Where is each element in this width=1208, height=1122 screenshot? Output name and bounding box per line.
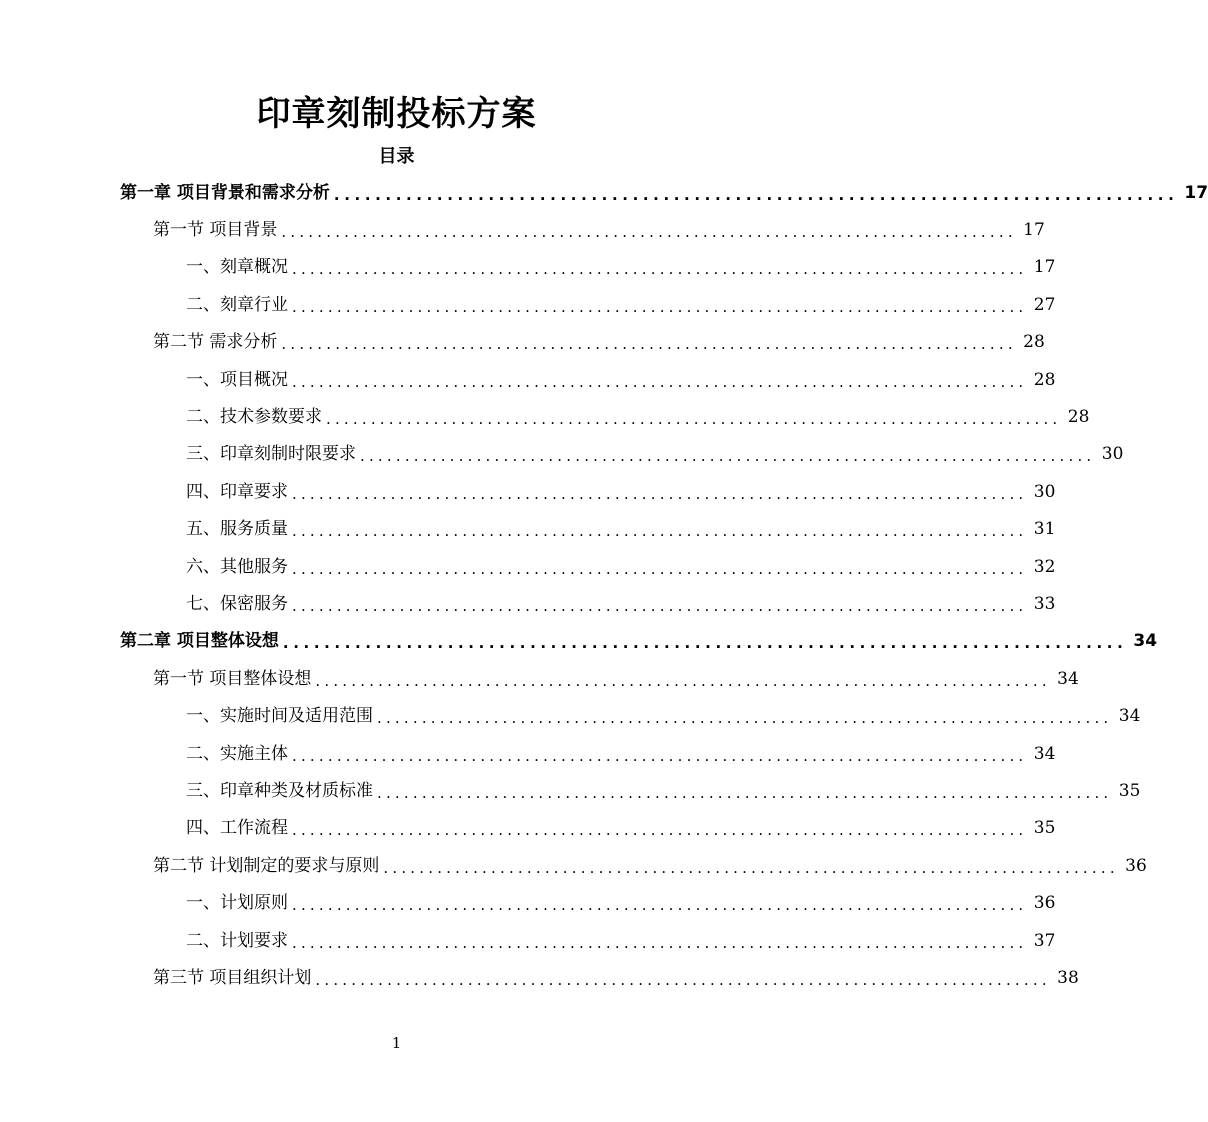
toc-entry-page: 17 xyxy=(1023,220,1045,241)
toc-dot-leader: .................................................................................. xyxy=(292,260,1028,279)
toc-entry-title: 五、服务质量 xyxy=(186,519,288,540)
toc-dot-leader: .................................................................................. xyxy=(326,410,1062,429)
toc-entry-title: 三、印章刻制时限要求 xyxy=(186,444,356,465)
toc-entry-title: 第二节 计划制定的要求与原则 xyxy=(153,855,380,876)
toc-dot-leader: .................................................................................. xyxy=(377,709,1113,728)
toc-entry-page: 32 xyxy=(1033,556,1056,577)
toc-subsection-entry[interactable] xyxy=(0,361,1056,398)
toc-chapter-entry[interactable] xyxy=(0,174,1208,211)
toc-entry-page: 30 xyxy=(1033,481,1056,502)
toc-dot-leader: .................................................................................. xyxy=(292,896,1028,915)
toc-subsection-entry[interactable] xyxy=(0,398,1090,435)
toc-entry-page: 35 xyxy=(1118,780,1141,801)
toc-dot-leader: .................................................................................. xyxy=(292,297,1028,316)
toc-subsection-entry[interactable] xyxy=(0,436,1124,473)
toc-entry-title: 二、实施主体 xyxy=(186,743,288,764)
toc-subsection-entry[interactable] xyxy=(0,735,1056,772)
toc-subsection-entry[interactable] xyxy=(0,810,1056,847)
toc-subsection-entry[interactable] xyxy=(0,884,1056,921)
toc-entry-title: 二、计划要求 xyxy=(186,930,288,951)
toc-entry-title: 一、刻章概况 xyxy=(186,257,288,278)
toc-dot-leader: .................................................................................. xyxy=(360,447,1096,466)
toc-entry-title: 第二章 项目整体设想 xyxy=(120,631,279,652)
toc-dot-leader: .................................................................................. xyxy=(292,522,1028,541)
toc-entry-title: 一、项目概况 xyxy=(186,369,288,390)
toc-entry-title: 四、印章要求 xyxy=(186,481,288,502)
toc-dot-leader: .................................................................................. xyxy=(292,484,1028,503)
toc-dot-leader: .................................................................................. xyxy=(292,746,1028,765)
toc-subsection-entry[interactable] xyxy=(0,548,1056,585)
toc-subsection-entry[interactable] xyxy=(0,511,1056,548)
toc-entry-page: 38 xyxy=(1057,967,1079,988)
toc-heading: 目录 xyxy=(378,146,415,167)
toc-dot-leader: .................................................................................. xyxy=(292,933,1028,952)
toc-entry-page: 37 xyxy=(1033,930,1056,951)
toc-entry-page: 34 xyxy=(1057,668,1079,689)
toc-entry-title: 第一章 项目背景和需求分析 xyxy=(120,182,330,203)
toc-entry-title: 二、技术参数要求 xyxy=(186,407,322,428)
toc-section-entry[interactable] xyxy=(0,660,1079,697)
toc-entry-title: 第二节 需求分析 xyxy=(153,332,278,353)
document-title: 印章刻制投标方案 xyxy=(256,94,537,134)
toc-entry-page: 17 xyxy=(1184,182,1208,203)
toc-dot-leader: .................................................................................. xyxy=(315,671,1051,690)
toc-entry-title: 一、计划原则 xyxy=(186,893,288,914)
toc-entry-page: 28 xyxy=(1067,407,1090,428)
toc-entry-title: 第三节 项目组织计划 xyxy=(153,967,312,988)
toc-dot-leader: .................................................................................. xyxy=(333,185,1179,204)
toc-section-entry[interactable] xyxy=(0,959,1079,996)
toc-section-entry[interactable] xyxy=(0,324,1045,361)
toc-entry-title: 七、保密服务 xyxy=(186,593,288,614)
toc-dot-leader: .................................................................................. xyxy=(383,858,1119,877)
toc-entry-page: 36 xyxy=(1033,893,1056,914)
toc-entry-page: 28 xyxy=(1023,332,1045,353)
toc-dot-leader: .................................................................................. xyxy=(282,634,1128,653)
toc-subsection-entry[interactable] xyxy=(0,286,1056,323)
toc-subsection-entry[interactable] xyxy=(0,922,1056,959)
toc-section-entry[interactable] xyxy=(0,211,1045,248)
toc-dot-leader: .................................................................................. xyxy=(292,559,1028,578)
toc-dot-leader: .................................................................................. xyxy=(281,335,1017,354)
toc-subsection-entry[interactable] xyxy=(0,249,1056,286)
toc-subsection-entry[interactable] xyxy=(0,585,1056,622)
toc-dot-leader: .................................................................................. xyxy=(281,223,1017,242)
toc-entry-page: 17 xyxy=(1033,257,1056,278)
toc-dot-leader: .................................................................................. xyxy=(315,970,1051,989)
toc-dot-leader: .................................................................................. xyxy=(292,596,1028,615)
toc-entry-title: 六、其他服务 xyxy=(186,556,288,577)
toc-entry-page: 35 xyxy=(1033,818,1056,839)
toc-entry-title: 第一节 项目背景 xyxy=(153,220,278,241)
toc-entry-title: 四、工作流程 xyxy=(186,818,288,839)
toc-entry-title: 二、刻章行业 xyxy=(186,294,288,315)
toc-subsection-entry[interactable] xyxy=(0,697,1141,734)
toc-entry-page: 34 xyxy=(1133,631,1158,652)
toc-section-entry[interactable] xyxy=(0,847,1147,884)
toc-entry-page: 31 xyxy=(1033,519,1056,540)
toc-entry-title: 三、印章种类及材质标准 xyxy=(186,780,373,801)
toc-entry-page: 27 xyxy=(1033,294,1056,315)
toc-entry-page: 36 xyxy=(1125,855,1147,876)
toc-dot-leader: .................................................................................. xyxy=(292,372,1028,391)
toc-entry-title: 第一节 项目整体设想 xyxy=(153,668,312,689)
toc-subsection-entry[interactable] xyxy=(0,473,1056,510)
toc-entry-page: 34 xyxy=(1118,706,1141,727)
toc-entry-title: 一、实施时间及适用范围 xyxy=(186,706,373,727)
toc-dot-leader: .................................................................................. xyxy=(377,783,1113,802)
toc-subsection-entry[interactable] xyxy=(0,772,1141,809)
toc-chapter-entry[interactable] xyxy=(0,623,1158,660)
page-number: 1 xyxy=(391,1034,402,1052)
toc-entry-page: 33 xyxy=(1033,593,1056,614)
toc-dot-leader: .................................................................................. xyxy=(292,821,1028,840)
table-of-contents xyxy=(0,174,1208,997)
toc-entry-page: 34 xyxy=(1033,743,1056,764)
toc-entry-page: 30 xyxy=(1101,444,1124,465)
toc-entry-page: 28 xyxy=(1033,369,1056,390)
